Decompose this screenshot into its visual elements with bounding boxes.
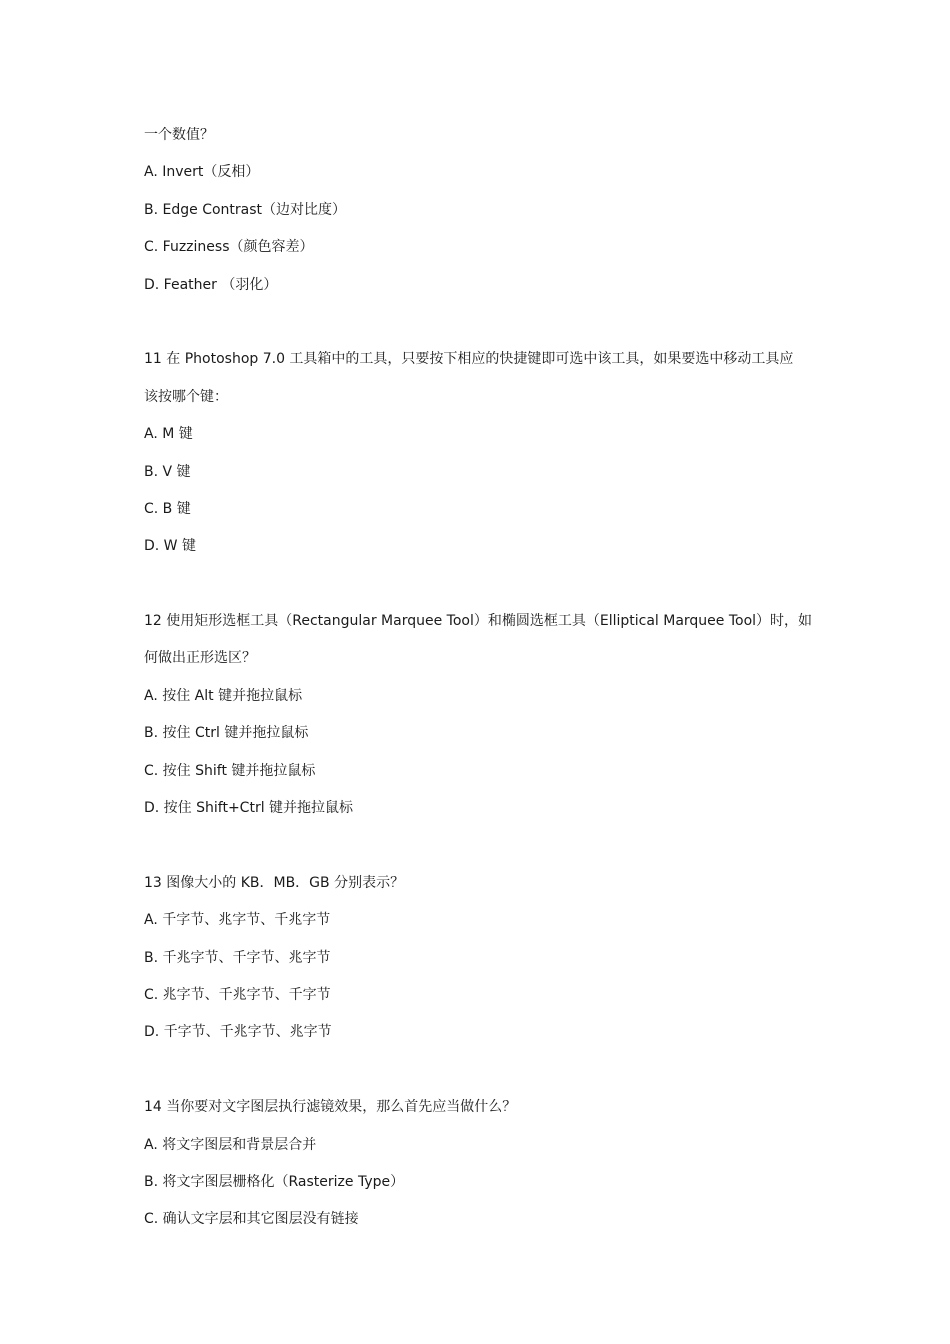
question-11-text-line-1: 11 在 Photoshop 7.0 工具箱中的工具，只要按下相应的快捷键即可选中该工具，如果要选中移动工具应 xyxy=(144,351,794,368)
question-11-option-c: C. B 键 xyxy=(144,500,191,517)
question-11 xyxy=(144,349,814,556)
question-10-option-b: B. Edge Contrast（边对比度） xyxy=(144,201,347,218)
question-14-text: 14 当你要对文字图层执行滤镜效果，那么首先应当做什么？ xyxy=(144,1099,517,1116)
question-12 xyxy=(144,611,814,818)
question-10-option-c: C. Fuzziness（颜色容差） xyxy=(144,239,314,256)
question-12-text-line-2: 何做出正形选区？ xyxy=(144,650,256,667)
question-13-option-c: C. 兆字节、千兆字节、千字节 xyxy=(144,986,331,1003)
question-11-option-a: A. M 键 xyxy=(144,426,193,443)
spacer xyxy=(144,574,814,611)
question-13-option-b: B. 千兆字节、千字节、兆字节 xyxy=(144,949,331,966)
question-12-option-c: C. 按住 Shift 键并拖拉鼠标 xyxy=(144,762,316,779)
question-12-option-b: B. 按住 Ctrl 键并拖拉鼠标 xyxy=(144,725,309,742)
spacer xyxy=(144,312,814,349)
question-12-option-a: A. 按住 Alt 键并拖拉鼠标 xyxy=(144,687,303,704)
question-10-option-a: A. Invert（反相） xyxy=(144,164,260,181)
question-11-text-line-2: 该按哪个键： xyxy=(144,388,228,405)
question-13 xyxy=(144,873,814,1043)
spacer xyxy=(144,1060,814,1097)
document-body xyxy=(144,125,814,1247)
question-13-option-d: D. 千字节、千兆字节、兆字节 xyxy=(144,1024,332,1041)
question-14 xyxy=(144,1097,814,1229)
question-10-option-d: D. Feather （羽化） xyxy=(144,276,278,293)
question-13-text: 13 图像大小的 KB．MB．GB 分别表示？ xyxy=(144,874,405,891)
question-11-option-d: D. W 键 xyxy=(144,538,196,555)
question-10-continuation xyxy=(144,125,814,295)
question-11-option-b: B. V 键 xyxy=(144,463,191,480)
question-14-option-b: B. 将文字图层栅格化（Rasterize Type） xyxy=(144,1173,405,1190)
question-14-option-c: C. 确认文字层和其它图层没有链接 xyxy=(144,1211,359,1228)
question-12-text-line-1: 12 使用矩形选框工具（Rectangular Marquee Tool）和椭圆选框工具（Elliptical Marquee Tool）时，如 xyxy=(144,613,813,630)
question-12-option-d: D. 按住 Shift+Ctrl 键并拖拉鼠标 xyxy=(144,800,354,817)
question-14-option-a: A. 将文字图层和背景层合并 xyxy=(144,1136,317,1153)
spacer xyxy=(144,835,814,872)
question-10-text-tail: 一个数值？ xyxy=(144,127,214,143)
question-13-option-a: A. 千字节、兆字节、千兆字节 xyxy=(144,912,331,929)
